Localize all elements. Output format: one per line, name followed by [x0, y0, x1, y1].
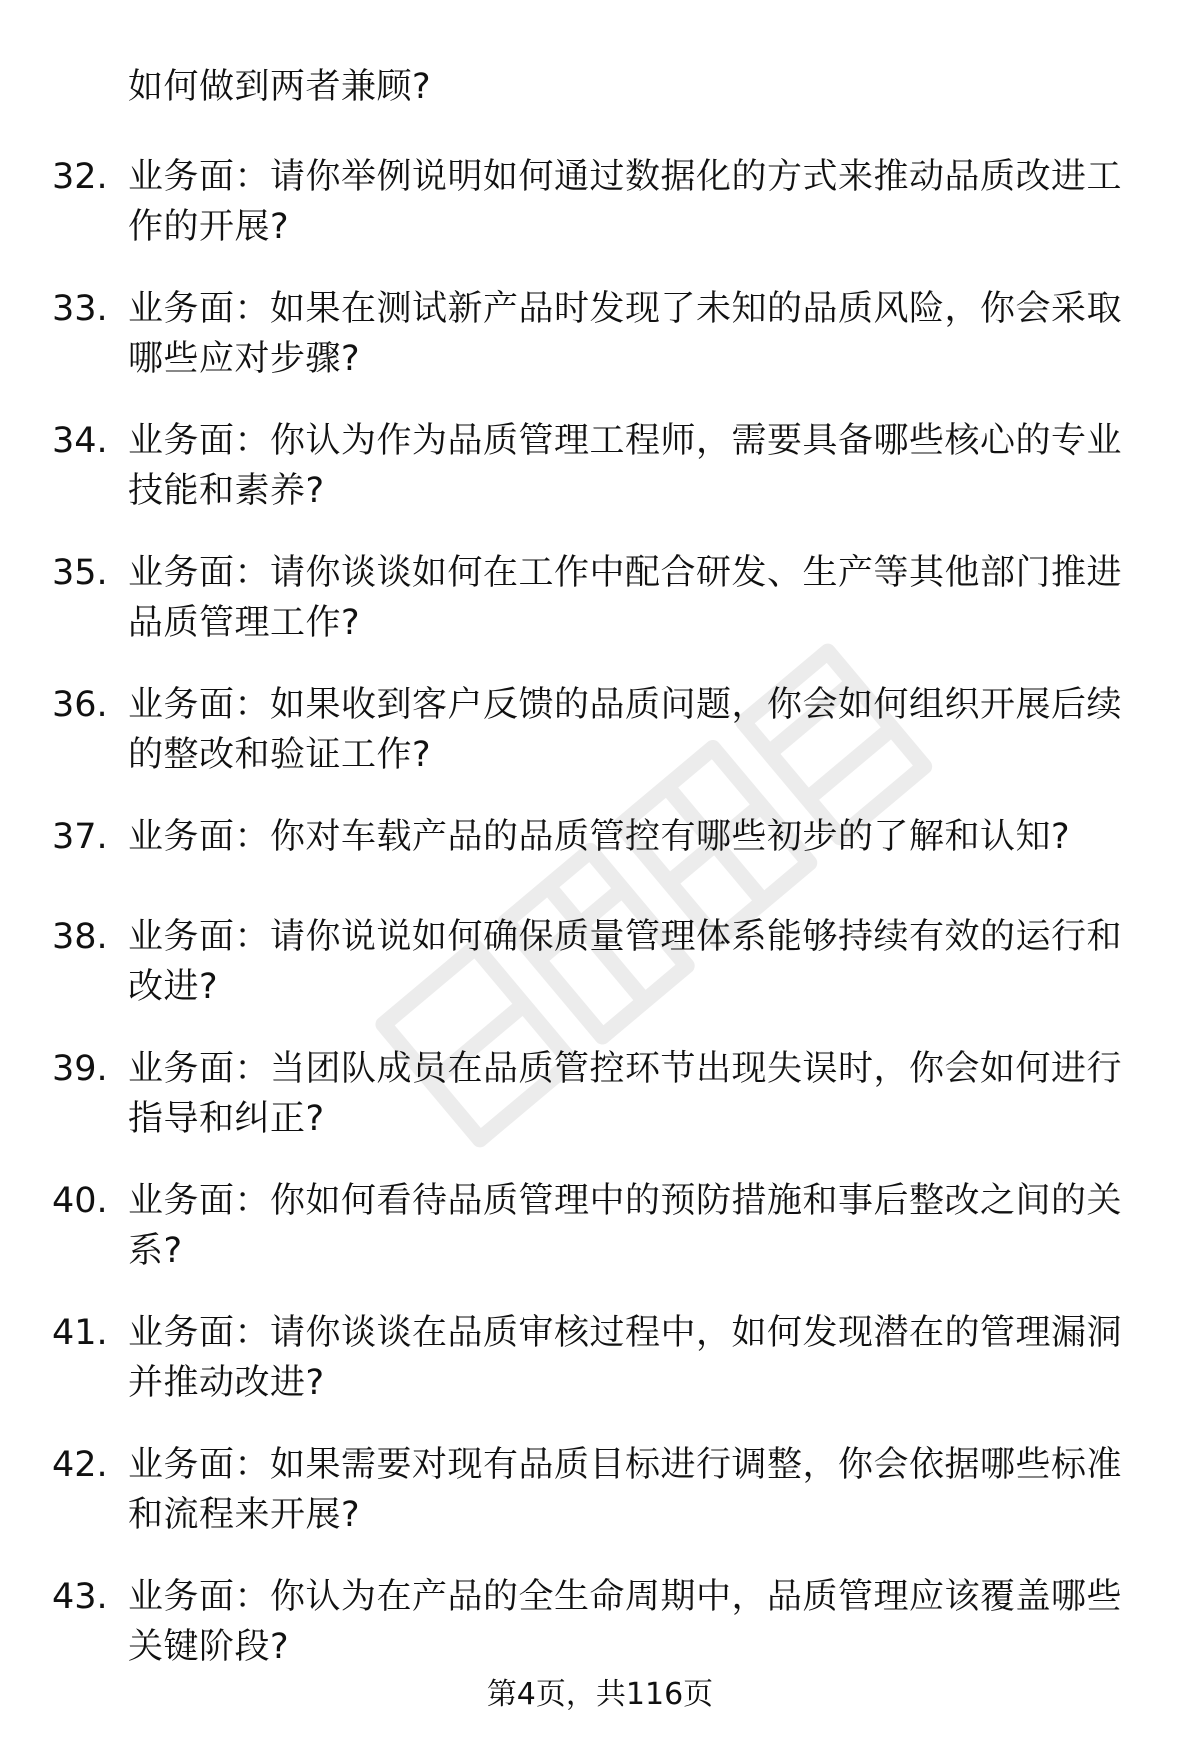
- question-text: 业务面：请你说说如何确保质量管理体系能够持续有效的运行和改进?: [128, 917, 1123, 1007]
- question-number: 32.: [52, 157, 108, 197]
- question-number: 37.: [52, 817, 108, 857]
- question-item: [0, 1440, 1200, 1572]
- question-number: 35.: [52, 553, 108, 593]
- question-number: 36.: [52, 685, 108, 725]
- question-text: 业务面：如果收到客户反馈的品质问题，你会如何组织开展后续的整改和验证工作?: [128, 685, 1123, 775]
- question-number: 33.: [52, 289, 108, 329]
- question-text: 业务面：请你谈谈在品质审核过程中，如何发现潜在的管理漏洞并推动改进?: [128, 1313, 1123, 1403]
- question-text: 业务面：当团队成员在品质管控环节出现失误时，你会如何进行指导和纠正?: [128, 1049, 1123, 1139]
- question-item: [0, 152, 1200, 284]
- question-number: 43.: [52, 1577, 108, 1617]
- question-text: 业务面：你对车载产品的品质管控有哪些初步的了解和认知?: [128, 817, 1071, 857]
- question-item: [0, 416, 1200, 548]
- question-text: 业务面：你认为作为品质管理工程师，需要具备哪些核心的专业技能和素养?: [128, 421, 1123, 511]
- question-item: [0, 912, 1200, 1044]
- question-number: 41.: [52, 1313, 108, 1353]
- question-number: 34.: [52, 421, 108, 461]
- question-number: 40.: [52, 1181, 108, 1221]
- question-item: [0, 284, 1200, 416]
- question-text: 业务面：请你举例说明如何通过数据化的方式来推动品质改进工作的开展?: [128, 157, 1123, 247]
- question-item: [0, 680, 1200, 812]
- question-number: 38.: [52, 917, 108, 957]
- question-text: 业务面：你如何看待品质管理中的预防措施和事后整改之间的关系?: [128, 1181, 1123, 1271]
- question-item: [0, 1308, 1200, 1440]
- question-text: 业务面：你认为在产品的全生命周期中，品质管理应该覆盖哪些关键阶段?: [128, 1577, 1123, 1667]
- question-text: 业务面：请你谈谈如何在工作中配合研发、生产等其他部门推进品质管理工作?: [128, 553, 1123, 643]
- question-item: [0, 548, 1200, 680]
- question-item: [0, 1044, 1200, 1176]
- page-footer: 第4页，共116页: [486, 1677, 714, 1712]
- question-list: [0, 152, 1200, 1704]
- question-text: 业务面：如果在测试新产品时发现了未知的品质风险，你会采取哪些应对步骤?: [128, 289, 1123, 379]
- question-text: 业务面：如果需要对现有品质目标进行调整，你会依据哪些标准和流程来开展?: [128, 1445, 1123, 1535]
- continued-question-text: 如何做到两者兼顾?: [128, 67, 432, 107]
- question-item: [0, 1176, 1200, 1308]
- question-item: [0, 812, 1200, 912]
- question-number: 42.: [52, 1445, 108, 1485]
- question-number: 39.: [52, 1049, 108, 1089]
